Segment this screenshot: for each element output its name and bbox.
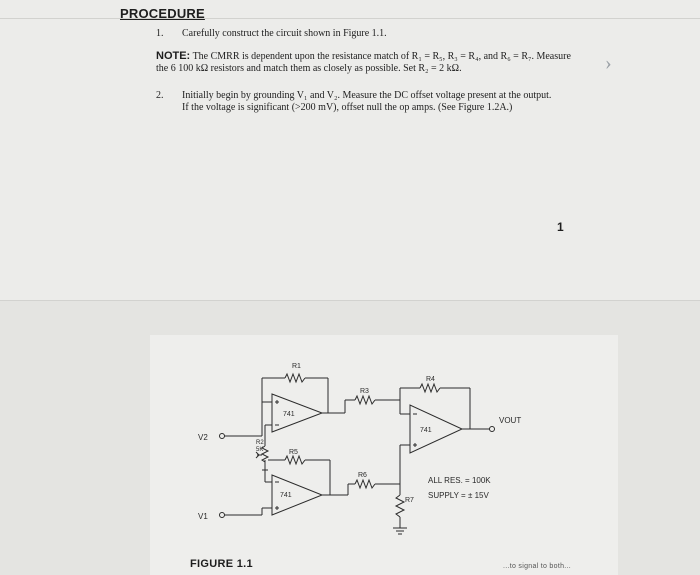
step-1-text: Carefully construct the circuit shown in Figure 1.1. (182, 28, 387, 39)
step-2-number: 2. (156, 90, 164, 101)
margin-mark: › (605, 52, 612, 74)
figure-caption: FIGURE 1.1 (190, 558, 253, 570)
opamp-3-label: 741 (280, 492, 292, 499)
opamp-1-symbol (272, 394, 322, 432)
r4-resistor (420, 384, 440, 392)
step-2-line-1: Initially begin by grounding V₁ and V₂. Measure the DC offset voltage present at the output. (182, 90, 552, 101)
vout-label: VOUT (499, 416, 522, 425)
r7-label: R7 (405, 497, 414, 504)
opamp-2-label: 741 (420, 427, 432, 434)
note-line-2: the 6 100 kΩ resistors and match them as closely as possible. Set R₂ = 2 kΩ. (156, 63, 462, 74)
resistor-note: ALL RES. = 100K (428, 476, 491, 485)
r1-label: R1 (292, 363, 301, 370)
step-2-line-2: If the voltage is significant (>200 mV), offset null the op amps. (See Figure 1.2A.) (182, 102, 513, 113)
r5-label: R5 (289, 449, 298, 456)
r2-value: 5K (256, 447, 264, 453)
v1-label: V1 (198, 512, 208, 521)
r3-label: R3 (360, 388, 369, 395)
r6-resistor (355, 480, 375, 488)
r5-resistor (285, 456, 305, 464)
corner-note: ...to signal to both... (503, 563, 571, 570)
opamp-1-label: 741 (283, 411, 295, 418)
r3-resistor (355, 396, 375, 404)
procedure-heading: PROCEDURE (120, 6, 205, 21)
opamp-2-symbol (410, 405, 462, 453)
r7-resistor (396, 495, 404, 517)
step-1-number: 1. (156, 28, 164, 39)
r2-label: R2 (256, 440, 264, 446)
r4-label: R4 (426, 376, 435, 383)
note-text-1: The CMRR is dependent upon the resistance match of R₁ = R₅, R₃ = R₄, and R₆ = R₇. Measure (192, 51, 571, 62)
r1-resistor (285, 374, 305, 382)
v2-terminal (220, 434, 225, 439)
v2-label: V2 (198, 433, 208, 442)
supply-note: SUPPLY = ± 15V (428, 491, 489, 500)
r6-label: R6 (358, 472, 367, 479)
circuit-wires (220, 374, 495, 534)
vout-terminal (490, 427, 495, 432)
v1-terminal (220, 513, 225, 518)
note-label: NOTE: (156, 50, 191, 62)
page-number: 1 (557, 220, 564, 234)
